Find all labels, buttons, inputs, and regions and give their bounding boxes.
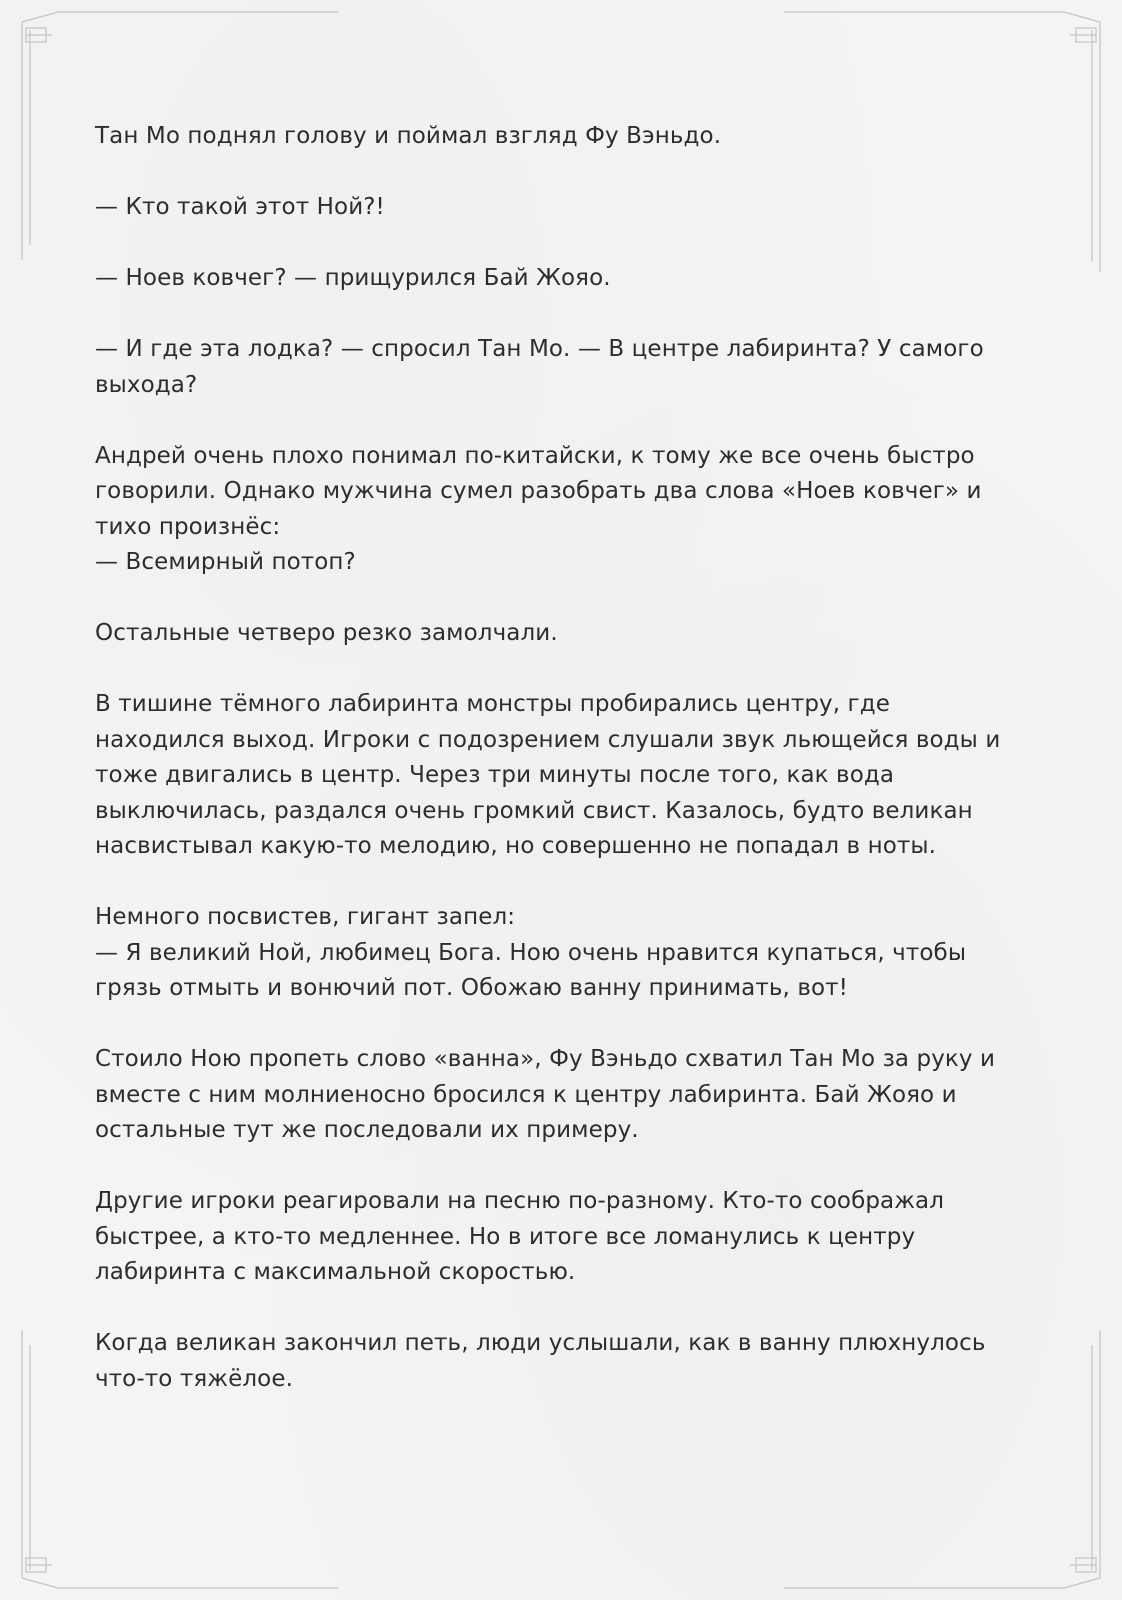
- paragraph: [95, 1184, 1015, 1291]
- text-line: Другие игроки реагировали на песню по-разному. Кто-то соображал: [95, 1188, 945, 1214]
- paragraph: [95, 439, 1015, 581]
- text-line: грязь отмыть и вонючий пот. Обожаю ванну принимать, вот!: [95, 975, 848, 1001]
- text-line: В тишине тёмного лабиринта монстры пробирались центру, где: [95, 691, 890, 717]
- text-line: выключилась, раздался очень громкий свист. Казалось, будто великан: [95, 797, 973, 824]
- text-line: Остальные четверо резко замолчали.: [95, 620, 558, 646]
- text-line: Тан Мо поднял голову и поймал взгляд Фу Вэньдо.: [95, 123, 722, 149]
- text-line: выхода?: [95, 371, 198, 398]
- text-line: Андрей очень плохо понимал по-китайски, к тому же все очень быстро: [95, 442, 975, 469]
- text-line: тихо произнёс:: [95, 513, 281, 540]
- paragraph: [95, 616, 1015, 652]
- text-line: насвистывал какую-то мелодию, но совершенно не попадал в ноты.: [95, 833, 937, 859]
- text-line: — Я великий Ной, любимец Бога. Ною очень нравится купаться, чтобы: [95, 939, 967, 966]
- paragraph: [95, 261, 1015, 297]
- text-line: находился выход. Игроки с подозрением слушали звук льющейся воды и: [95, 726, 1001, 753]
- text-line: лабиринта с максимальной скоростью.: [95, 1259, 576, 1285]
- text-line: — Кто такой этот Ной?!: [95, 194, 385, 220]
- paragraph: [95, 1042, 1015, 1149]
- text-line: тоже двигались в центр. Через три минуты после того, как вода: [95, 762, 895, 788]
- paragraph: [95, 332, 1015, 403]
- text-line: Стоило Ною пропеть слово «ванна», Фу Вэньдо схватил Тан Мо за руку и: [95, 1046, 996, 1072]
- text-line: что-то тяжёлое.: [95, 1365, 293, 1392]
- paragraph: [95, 190, 1015, 226]
- text-line: вместе с ним молниеносно бросился к центру лабиринта. Бай Жояо и: [95, 1081, 957, 1108]
- paragraph: [95, 900, 1015, 1007]
- text-line: Когда великан закончил петь, люди услышали, как в ванну плюхнулось: [95, 1330, 986, 1356]
- text-line: быстрее, а кто-то медленнее. Но в итоге все ломанулись к центру: [95, 1223, 916, 1250]
- paragraph: [95, 1326, 1015, 1397]
- paragraph: [95, 119, 1015, 155]
- chapter-text: [95, 119, 1015, 1433]
- text-line: — Всемирный потоп?: [95, 549, 356, 575]
- text-line: — Ноев ковчег? — прищурился Бай Жояо.: [95, 265, 611, 291]
- text-line: Немного посвистев, гигант запел:: [95, 904, 516, 930]
- text-line: остальные тут же последовали их примеру.: [95, 1117, 639, 1143]
- paragraph: [95, 687, 1015, 865]
- text-line: — И где эта лодка? — спросил Тан Мо. — В центре лабиринта? У самого: [95, 336, 984, 362]
- text-line: говорили. Однако мужчина сумел разобрать два слова «Ноев ковчег» и: [95, 478, 982, 504]
